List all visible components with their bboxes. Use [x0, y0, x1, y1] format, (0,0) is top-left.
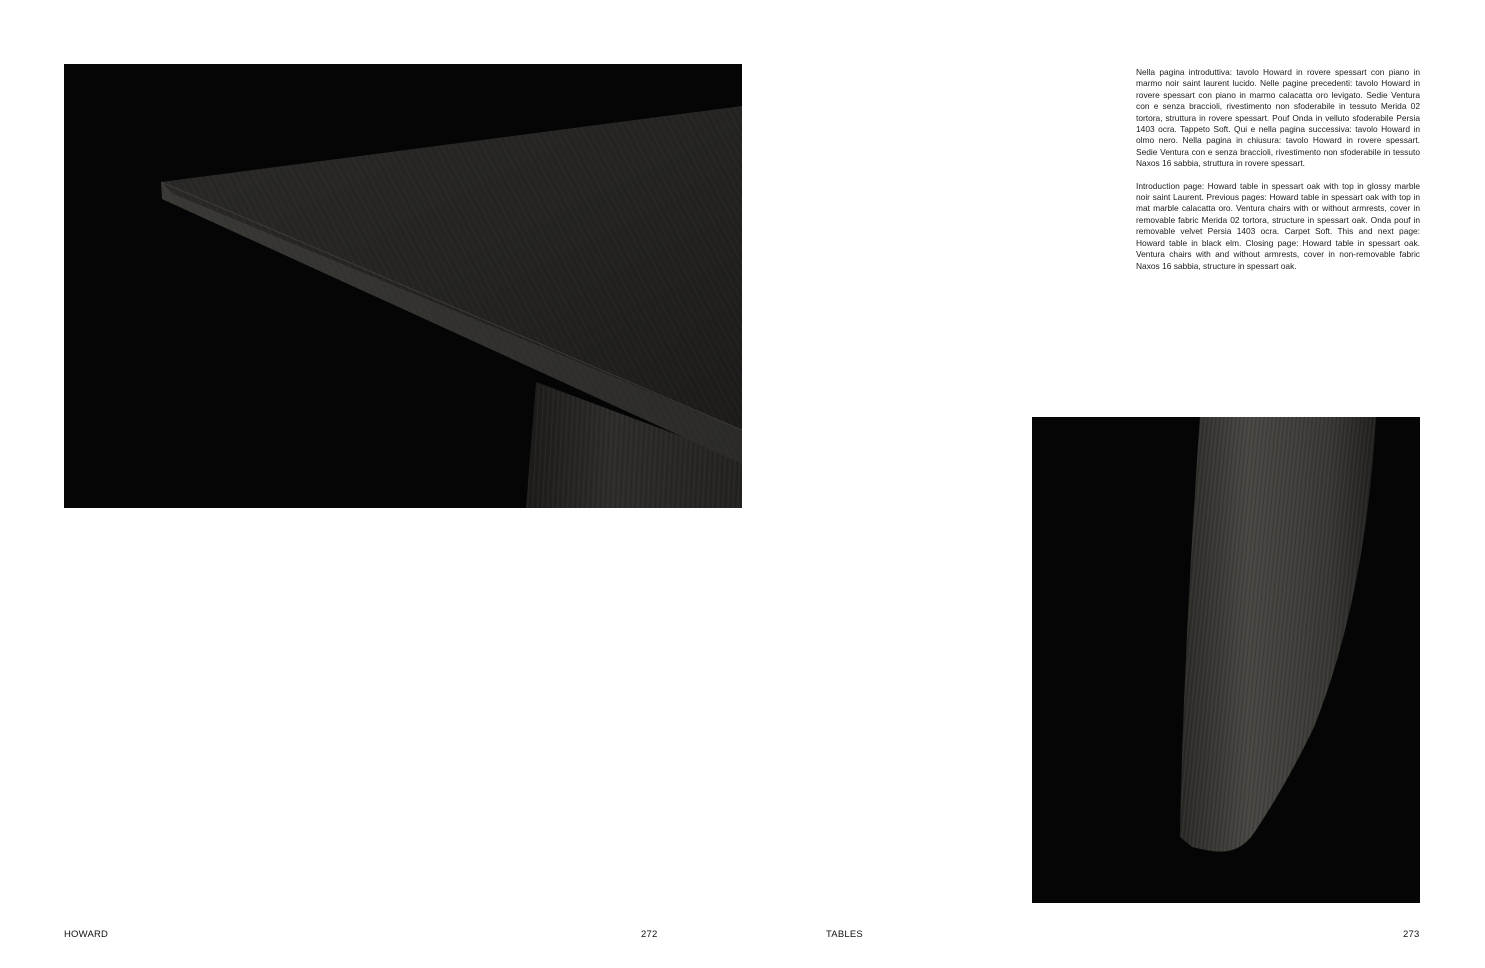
- table-leg-photo: [1032, 417, 1420, 903]
- section-title-right: TABLES: [826, 929, 863, 940]
- caption-italian: Nella pagina introduttiva: tavolo Howard in rovere spessart con piano in marmo noir saint laurent lucido. Nelle pagine precedenti: tavolo Howard in rovere spessart con piano in marmo calacatta oro levigato. Sedie Ventura con e senza braccioli, rivestimento non sfoderabile in tessuto Merida 02 tortora, struttura in rovere spessart. Pouf Onda in velluto sfoderabile Persia 1403 ocra. Tappeto Soft. Qui e nella pagina successiva: tavolo Howard in olmo nero. Nella pagina in chiusura: tavolo Howard in rovere spessart. Sedie Ventura con e senza braccioli, rivestimento non sfoderabile in tessuto Naxos 16 sabbia, struttura in rovere spessart.: [1136, 67, 1420, 169]
- section-title-left: HOWARD: [64, 929, 109, 940]
- page-number-right: 273: [1403, 929, 1420, 940]
- caption-english: Introduction page: Howard table in spessart oak with top in glossy marble noir saint Laurent. Previous pages: Howard table in spessart oak with top in mat marble calacatta oro. Ventura chairs with or without armrests, cover in removable fabric Merida 02 tortora, structure in spessart oak. Onda pouf in removable velvet Persia 1403 ocra. Carpet Soft. This and next page: Howard table in black elm. Closing page: Howard table in spessart oak. Ventura chairs with and without armrests, cover in non-removable fabric Naxos 16 sabbia, structure in spessart oak.: [1136, 180, 1420, 271]
- table-top-corner-photo: [64, 64, 742, 508]
- photo-caption: [1136, 67, 1420, 283]
- table-top-corner-image: [64, 64, 742, 508]
- table-leg-image: [1032, 417, 1420, 903]
- page-number-left: 272: [641, 929, 658, 940]
